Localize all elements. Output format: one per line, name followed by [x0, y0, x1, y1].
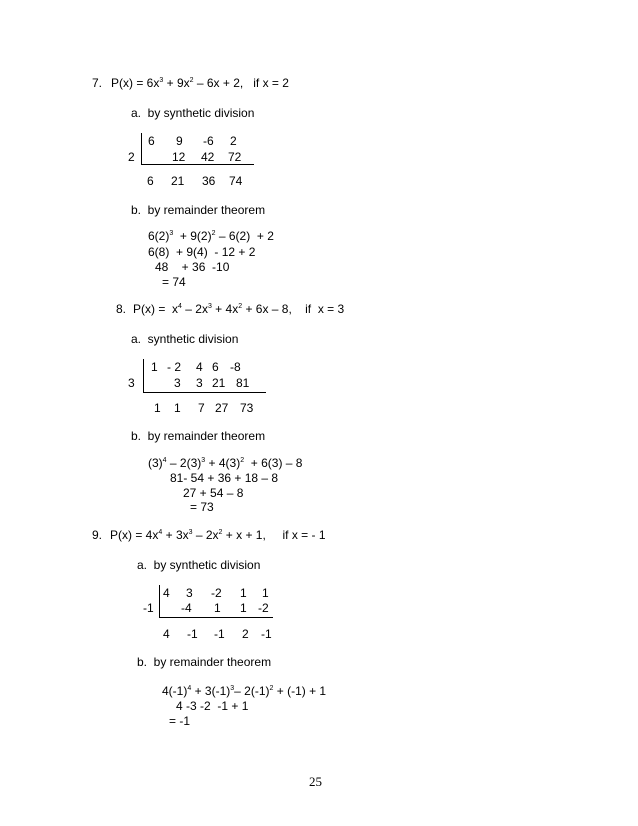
syn-divisor: 3	[128, 376, 135, 390]
syn-result: 21	[171, 174, 185, 188]
syn-cell: 4	[163, 586, 170, 600]
problem-8-part-b-label: b. by remainder theorem	[131, 429, 266, 443]
syn-cell: 1	[240, 586, 247, 600]
syn-horizontal-bar	[143, 392, 266, 393]
syn-cell: 2	[230, 134, 237, 148]
syn-cell: 72	[228, 150, 242, 164]
syn-result: 1	[154, 401, 161, 415]
syn-result: 36	[202, 174, 216, 188]
syn-result: 7	[198, 401, 205, 415]
syn-result: 1	[174, 401, 181, 415]
syn-cell: -2	[258, 601, 269, 615]
remainder-line: $(3)^4 - 2(3)^3 + 4(3)^2 + 6(3) - 8$	[148, 456, 303, 470]
syn-result: -1	[261, 627, 272, 641]
syn-cell: -6	[203, 134, 214, 148]
problem-9-part-a-label: a. by synthetic division	[137, 558, 261, 572]
syn-cell: 1	[214, 601, 221, 615]
remainder-line: 6(8) + 9(4) - 12 + 2	[148, 245, 256, 259]
syn-cell: 42	[201, 150, 215, 164]
syn-cell: 21	[212, 376, 226, 390]
syn-cell: 1	[262, 586, 269, 600]
problem-7-statement: $P(x) = 6x^3 + 9x^2 - 6x + 2$, if x = 2	[111, 76, 289, 90]
remainder-line: 4 -3 -2 -1 + 1	[176, 699, 249, 713]
syn-cell: 3	[174, 376, 181, 390]
syn-horizontal-bar	[159, 617, 273, 618]
syn-horizontal-bar	[141, 164, 254, 165]
syn-cell: 4	[196, 360, 203, 374]
problem-7-part-a-label: a. by synthetic division	[131, 106, 255, 120]
syn-result: 73	[240, 401, 254, 415]
remainder-line: 48 + 36 -10	[155, 260, 230, 274]
syn-cell: 12	[172, 150, 186, 164]
syn-result: 6	[147, 174, 154, 188]
remainder-line: 27 + 54 – 8	[183, 486, 244, 500]
syn-divisor: -1	[143, 601, 154, 615]
syn-result: 2	[242, 627, 249, 641]
syn-cell: 9	[176, 134, 183, 148]
syn-result: -1	[187, 627, 198, 641]
syn-cell: 3	[196, 376, 203, 390]
remainder-line: = 73	[190, 500, 214, 514]
syn-vertical-bar	[143, 359, 144, 392]
syn-vertical-bar	[159, 585, 160, 617]
page-number: 25	[309, 774, 322, 789]
syn-vertical-bar	[141, 133, 142, 164]
problem-9-part-b-label: b. by remainder theorem	[137, 655, 272, 669]
syn-result: 74	[229, 174, 243, 188]
remainder-line: $4(-1)^4 + 3(-1)^3-$ $2(-1)^2 + (-1) + 1$	[162, 684, 327, 698]
syn-divisor: 2	[128, 150, 135, 164]
remainder-line: 81- 54 + 36 + 18 – 8	[170, 471, 279, 485]
syn-result: -1	[214, 627, 225, 641]
syn-cell: - 2	[167, 360, 182, 374]
syn-result: 4	[163, 627, 170, 641]
syn-cell: 6	[212, 360, 219, 374]
remainder-line: = -1	[169, 714, 191, 728]
problem-8-number: 8.	[116, 302, 127, 316]
problem-9-number: 9.	[92, 528, 103, 542]
remainder-line: $6(2)^3 + 9(2)^2 - 6(2) + 2$	[148, 229, 274, 243]
problem-8-part-a-label: a. synthetic division	[131, 332, 239, 346]
syn-cell: -4	[181, 601, 192, 615]
syn-cell: -2	[211, 586, 222, 600]
remainder-line: = 74	[162, 275, 186, 289]
syn-cell: 1	[240, 601, 247, 615]
syn-cell: 81	[236, 376, 250, 390]
syn-result: 27	[215, 401, 229, 415]
syn-cell: 1	[151, 360, 158, 374]
problem-9-statement: $P(x) = 4x^4 + 3x^3 - 2x^2 + x + 1$, if x = - 1	[110, 528, 326, 542]
problem-7-part-b-label: b. by remainder theorem	[131, 203, 266, 217]
syn-cell: 3	[186, 586, 193, 600]
syn-cell: 6	[148, 134, 155, 148]
syn-cell: -8	[230, 360, 241, 374]
problem-8-statement: $P(x) = x^4 - 2x^3 + 4x^2 + 6x - 8$, if x = 3	[133, 302, 345, 316]
problem-7-number: 7.	[92, 76, 103, 90]
